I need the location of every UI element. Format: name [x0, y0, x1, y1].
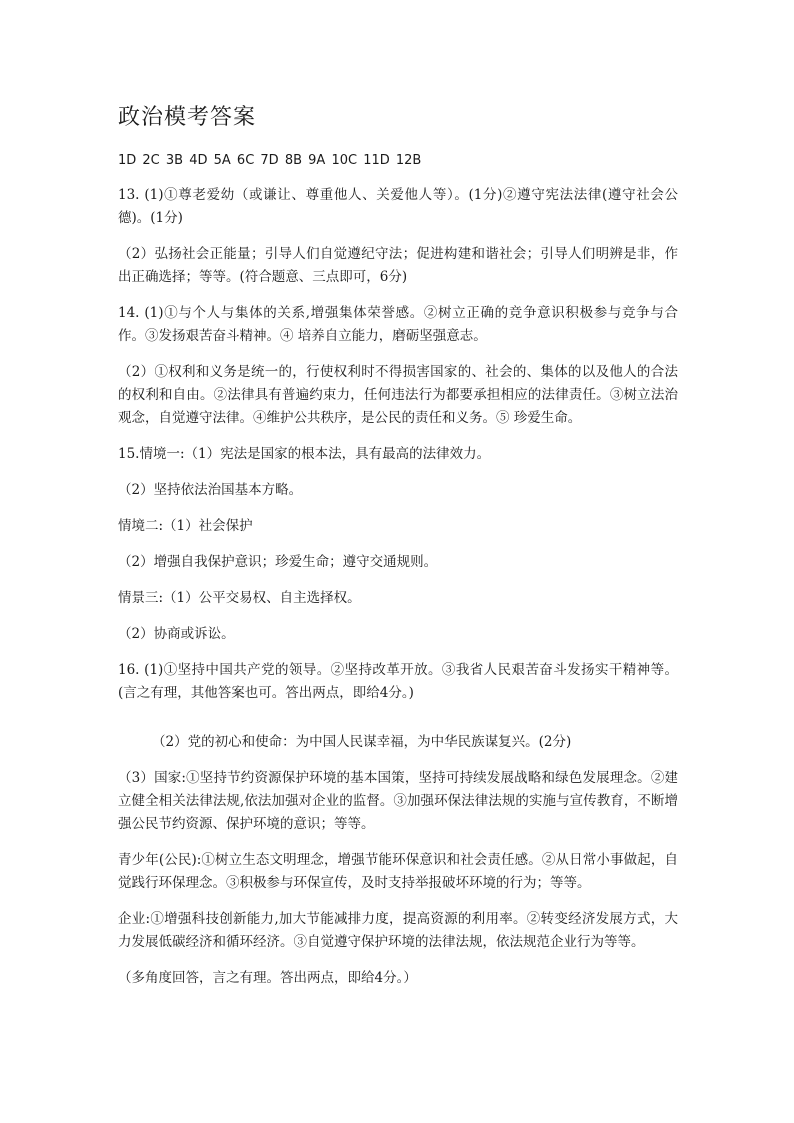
- answer-13-part-1: 13. (1)①尊老爱幼（或谦让、尊重他人、关爱他人等）。(1分)②遵守宪法法律(遵守社会公德)。(1分): [118, 187, 678, 226]
- answer-16-part-3-enterprise: 企业:①增强科技创新能力,加大节能减排力度，提高资源的利用率。②转变经济发展方式，大力发展低碳经济和循环经济。③自觉遵守保护环境的法律法规，依法规范企业行为等等。: [118, 911, 678, 950]
- answer-13-part-2: （2）弘扬社会正能量；引导人们自觉遵纪守法；促进构建和谐社会；引导人们明辨是非，作出正确选择；等等。(符合题意、三点即可，6分): [118, 246, 678, 285]
- answer-16-part-1: 16. (1)①坚持中国共产党的领导。②坚持改革开放。③我省人民艰苦奋斗发扬实干精神等。(言之有理，其他答案也可。答出两点，即给4分。): [118, 662, 678, 701]
- answer-15-scenario-3-part-2: （2）协商或诉讼。: [118, 626, 235, 642]
- answer-15-scenario-2-part-1: 情境二:（1）社会保护: [118, 518, 253, 534]
- answer-16-part-3-youth: 青少年(公民):①树立生态文明理念，增强节能环保意识和社会责任感。②从日常小事做起，自觉践行环保理念。③积极参与环保宣传，及时支持举报破坏环境的行为；等等。: [118, 852, 678, 891]
- answer-15-scenario-2-part-2: （2）增强自我保护意识；珍爱生命；遵守交通规则。: [118, 554, 438, 570]
- answer-15-scenario-1-part-1: 15.情境一:（1）宪法是国家的根本法，具有最高的法律效力。: [118, 446, 491, 462]
- answer-15-scenario-1-part-2: （2）坚持依法治国基本方略。: [118, 482, 303, 498]
- answer-14-part-2: （2）①权利和义务是统一的，行使权利时不得损害国家的、社会的、集体的以及他人的合法的权利和自由。②法律具有普遍约束力，任何违法行为都要承担相应的法律责任。③树立法治观念，自觉遵守法律。④维护公共秩序，是公民的责任和义务。⑤ 珍爱生命。: [118, 364, 678, 426]
- answer-16-scoring-note: （多角度回答，言之有理。答出两点，即给4分。）: [118, 970, 417, 986]
- document-page: [118, 100, 678, 1003]
- answer-16-part-2: （2）党的初心和使命：为中国人民谋幸福，为中华民族谋复兴。(2分): [152, 734, 572, 750]
- page-title: 政治模考答案: [118, 105, 257, 130]
- answer-16-part-3-country: （3）国家:①坚持节约资源保护环境的基本国策，坚持可持续发展战略和绿色发展理念。②建立健全相关法律法规,依法加强对企业的监督。③加强环保法律法规的实施与宣传教育，不断增强公民节约资源、保护环境的意识；等等。: [118, 770, 678, 832]
- answer-15-scenario-3-part-1: 情景三:（1）公平交易权、自主选择权。: [118, 590, 361, 606]
- multiple-choice-answers: 1D 2C 3B 4D 5A 6C 7D 8B 9A 10C 11D 12B: [118, 153, 422, 168]
- answer-14-part-1: 14. (1)①与个人与集体的关系,增强集体荣誉感。②树立正确的竞争意识积极参与竞争与合作。③发扬艰苦奋斗精神。④ 培养自立能力，磨砺坚强意志。: [118, 305, 678, 344]
